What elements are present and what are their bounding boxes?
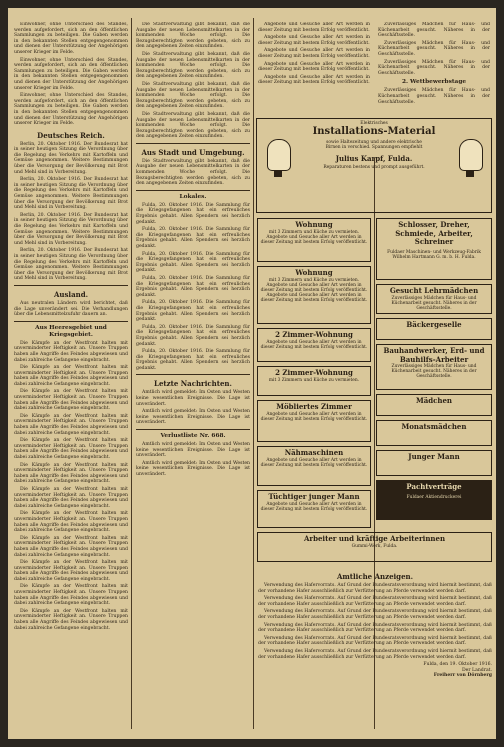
ad-title: Monatsmädchen (401, 422, 467, 431)
article-text: Angebote und Gesuche aller Art werden in dieser Zeitung mit bestem Erfolg veröffentlicht. (258, 22, 370, 33)
ad-text: Angebote und Gesuche aller Art werden in dieser Zeitung mit bestem Erfolg veröffentlicht. (260, 234, 368, 245)
column-divider (253, 18, 254, 729)
naehmaschinen-ad (257, 446, 371, 486)
ad-text: Angebote und Gesuche aller Art werden in dieser Zeitung mit bestem Erfolg veröffentlicht. (260, 282, 368, 293)
ad-company: Gummi-Werk, Fulda. (351, 543, 398, 549)
article-text: Die Kämpfe an der Westfront halten mit unverminderter Heftigkeit an. Unsere Truppen haben alle Angriffe des Feindes abgewiesen und dabei zahlreiche Gefangene eingebracht. (14, 560, 128, 582)
article-text: Angebote und Gesuche aller Art werden in dieser Zeitung mit bestem Erfolg veröffentlicht. (258, 48, 370, 59)
zimmer-ad (257, 328, 371, 362)
ad-text: Angebote und Gesuche aller Art werden in dieser Zeitung mit bestem Erfolg veröffentlicht. (260, 293, 368, 304)
ad-title: Gesucht Lehrmädchen (389, 286, 479, 295)
section-heading: Aus Heeresgebiet und Kriegsgebiet. (35, 324, 107, 338)
section-heading: Lokales. (179, 193, 207, 200)
signature-place: Fulda, den 19. Oktober 1916. (423, 662, 492, 668)
section-heading: Verlustliste Nr. 668. (160, 433, 226, 440)
ad-text: Zuverlässiges Mädchen für Haus- und Küchenarbeit gesucht. Näheres in der Geschäftsstelle. (391, 364, 477, 380)
wohnung-ad (257, 266, 371, 324)
article-text: Zuverlässiges Mädchen für Haus- und Küchenarbeit gesucht. Näheres in der Geschäftsstelle. (378, 59, 490, 76)
newspaper-page (8, 8, 496, 739)
section-heading: Letzte Nachrichten. (154, 379, 232, 389)
article-text: Berlin, 20. Oktober 1916. Der Bundesrat hat in seiner heutigen Sitzung die Verordnung über die Regelung des Verkehrs mit Kartoffeln und Gemüse angenommen. Weitere Bestimmungen über die Versorgung der Bevölkerung mit Brot und Mehl sind in Vorbereitung. (14, 177, 128, 211)
article-text: Verwendung des Hafervorrats. Auf Grund der Bundesratsverordnung wird hiermit bestimmt, daß der vorhandene Hafer ausschließlich zur Verfütterung an Pferde verwendet werden darf. (258, 596, 492, 607)
ad-title: Arbeiter und kräftige Arbeiterinnen (303, 534, 446, 543)
article-text: Verwendung des Hafervorrats. Auf Grund der Bundesratsverordnung wird hiermit bestimmt, daß der vorhandene Hafer ausschließlich zur Verfütterung an Pferde verwendet werden darf. (258, 622, 492, 634)
article-text: Amtlich wird gemeldet: Im Osten und Westen keine wesentlichen Ereignisse. Die Lage ist unverändert. (136, 460, 250, 477)
ad-text: Angebote und Gesuche aller Art werden in dieser Zeitung mit bestem Erfolg veröffentlicht. (260, 457, 368, 468)
section-heading: Ausland. (53, 289, 89, 299)
ad-title: Möbliertes Zimmer (276, 402, 352, 411)
article-text: Die Stadtverwaltung gibt bekannt, daß die Ausgabe der neuen Lebensmittelkarten in der kommenden Woche erfolgt. Die Bezugsberechtigten werden gebeten, sich zu den angegebenen Zeiten einzufinden. (136, 22, 250, 50)
article-text: Die Kämpfe an der Westfront halten mit unverminderter Heftigkeit an. Unsere Truppen haben alle Angriffe des Feindes abgewiesen und dabei zahlreiche Gefangene eingebracht. (14, 413, 128, 436)
ad-title: Schlosser, Dreher, Schmiede, Arbeiter, Schreiner (395, 220, 473, 246)
divider (14, 321, 128, 322)
article-text: Zuverlässiges Mädchen für Haus- und Küchenarbeit gesucht. Näheres in der Geschäftsstelle. (378, 22, 490, 39)
zimmer-ad (257, 366, 371, 396)
article-text: Die Kämpfe an der Westfront halten mit unverminderter Heftigkeit an. Unsere Truppen haben alle Angriffe des Feindes abgewiesen und dabei zahlreiche Gefangene eingebracht. (14, 389, 128, 412)
article-text: Amtlich wird gemeldet: Im Osten und Westen keine wesentlichen Ereignisse. Die Lage ist unverändert. (136, 390, 250, 407)
ad-text: Angebote und Gesuche aller Art werden in dieser Zeitung mit bestem Erfolg veröffentlicht. (260, 501, 368, 512)
section-heading: Deutsches Reich. (37, 130, 105, 140)
article-text: Die Stadtverwaltung gibt bekannt, daß die Ausgabe der neuen Lebensmittelkarten in der kommenden Woche erfolgt. Die Bezugsberechtigten werden gebeten, sich zu den angegebenen Zeiten einzufinden. (136, 158, 250, 187)
schlosser-ad (376, 218, 492, 280)
article-text: Die Kämpfe an der Westfront halten mit unverminderter Heftigkeit an. Unsere Truppen haben alle Angriffe des Feindes abgewiesen und dabei zahlreiche Gefangene eingebracht. (14, 340, 128, 363)
article-text: Die Stadtverwaltung gibt bekannt, daß die Ausgabe der neuen Lebensmittelkarten in der kommenden Woche erfolgt. Die Bezugsberechtigten werden gebeten, sich zu den angegebenen Zeiten einzufinden. (136, 51, 250, 80)
junger-mann-ad (376, 450, 492, 476)
notice-title: 2. Wettbewerbstage (401, 79, 467, 86)
official-notices (258, 568, 492, 728)
ad-title: Bauhandwerker, Erd- und Bauhilfs-Arbeiter (383, 346, 485, 364)
column-four-top (378, 22, 490, 114)
article-text: Fulda, 20. Oktober 1916. Die Sammlung für die Kriegsgefangenen hat ein erfreuliches Ergebnis gehabt. Allen Spendern sei herzlich gedankt. (136, 349, 250, 371)
article-text: Die Kämpfe an der Westfront halten mit unverminderter Heftigkeit an. Unsere Truppen haben alle Angriffe des Feindes abgewiesen und dabei zahlreiche Gefangene eingebracht. (14, 438, 128, 460)
maedchen-ad (376, 394, 492, 416)
article-text: Angebote und Gesuche aller Art werden in dieser Zeitung mit bestem Erfolg veröffentlicht. (258, 61, 370, 73)
ad-header: Elektrisches (360, 121, 388, 126)
article-text: Berlin, 20. Oktober 1916. Der Bundesrat hat in seiner heutigen Sitzung die Verordnung über die Regelung des Verkehrs mit Kartoffeln und Gemüse angenommen. Weitere Bestimmungen über die Versorgung der Bevölkerung mit Brot und Mehl sind in Vorbereitung. (14, 212, 128, 246)
divider (136, 143, 250, 144)
article-text: Die Stadtverwaltung gibt bekannt, daß die Ausgabe der neuen Lebensmittelkarten in der kommenden Woche erfolgt. Die Bezugsberechtigten werden gebeten, sich zu den angegebenen Zeiten einzufinden. (136, 81, 250, 110)
article-text: Berlin, 20. Oktober 1916. Der Bundesrat hat in seiner heutigen Sitzung die Verordnung über die Regelung des Verkehrs mit Kartoffeln und Gemüse angenommen. Weitere Bestimmungen über die Versorgung der Bevölkerung mit Brot und Mehl sind in Vorbereitung. (14, 141, 128, 175)
article-text: Die Kämpfe an der Westfront halten mit unverminderter Heftigkeit an. Unsere Truppen haben alle Angriffe des Feindes abgewiesen und dabei zahlreiche Gefangene eingebracht. (14, 584, 128, 607)
light-bulb-icon (459, 139, 483, 171)
ad-title: Mädchen (415, 396, 453, 405)
article-text: Zuverlässiges Mädchen für Haus- und Küchenarbeit gesucht. Näheres in der Geschäftsstelle. (378, 40, 490, 57)
ad-company: Julius Karpf, Fulda. (335, 153, 413, 163)
article-text: Fulda, 20. Oktober 1916. Die Sammlung für die Kriegsgefangenen hat ein erfreuliches Ergebnis gehabt. Allen Spendern sei herzlich gedankt. (136, 300, 250, 323)
article-text: Fulda, 20. Oktober 1916. Die Sammlung für die Kriegsgefangenen hat ein erfreuliches Ergebnis gehabt. Allen Spendern sei herzlich gedankt. (136, 275, 250, 298)
article-text: Die Kämpfe an der Westfront halten mit unverminderter Heftigkeit an. Unsere Truppen haben alle Angriffe des Feindes abgewiesen und dabei zahlreiche Gefangene eingebracht. (14, 462, 128, 485)
article-text: Fulda, 20. Oktober 1916. Die Sammlung für die Kriegsgefangenen hat ein erfreuliches Ergebnis gehabt. Allen Spendern sei herzlich gedankt. (136, 324, 250, 347)
arbeiter-ad (257, 532, 492, 562)
light-bulb-icon (267, 139, 291, 171)
ad-title: Tüchtiger junger Mann (268, 492, 360, 501)
divider (136, 190, 250, 191)
article-text: Aus neutralen Ländern wird berichtet, daß die Lage unverändert sei. Die Verhandlungen über die Lebensmittelzufuhr dauern an. (14, 300, 128, 318)
pachtvertraege-ad (376, 480, 492, 520)
ad-title: Nähmaschinen (284, 448, 344, 457)
article-text: Verwendung des Hafervorrats. Auf Grund der Bundesratsverordnung wird hiermit bestimmt, daß der vorhandene Hafer ausschließlich zur Verfütterung an Pferde verwendet werden darf. (258, 583, 492, 594)
baecker-ad (376, 318, 492, 340)
ad-text: Zuverlässiges Mädchen für Haus- und Küchenarbeit gesucht. Näheres in der Geschäftsstelle. (391, 295, 477, 311)
ad-line: Birnen in verschied. Spannungen empfiehlt (325, 145, 423, 151)
article-text: Die Stadtverwaltung gibt bekannt, daß die Ausgabe der neuen Lebensmittelkarten in der kommenden Woche erfolgt. Die Bezugsberechtigten werden gebeten, sich zu den angegebenen Zeiten einzufinden. (136, 111, 250, 140)
article-text: Die Kämpfe an der Westfront halten mit unverminderter Heftigkeit an. Unsere Truppen haben alle Angriffe des Feindes abgewiesen und dabei zahlreiche Gefangene eingebracht. (14, 608, 128, 631)
article-text: Fulda, 20. Oktober 1916. Die Sammlung für die Kriegsgefangenen hat ein erfreuliches Ergebnis gehabt. Allen Spendern sei herzlich gedankt. (136, 202, 250, 225)
ad-text: mit 3 Zimmern und Küche zu vermieten. (268, 377, 360, 383)
ad-title: Installations-Material (312, 126, 436, 138)
ad-text: Angebote und Gesuche aller Art werden in dieser Zeitung mit bestem Erfolg veröffentlicht. (260, 411, 368, 422)
article-text: Zuverlässiges Mädchen für Haus- und Küchenarbeit gesucht. Näheres in der Geschäftsstelle. (378, 88, 490, 105)
ad-title: Wohnung (295, 268, 333, 277)
ad-line: sowie Haltezeitung und andere elektrische (326, 140, 422, 146)
electrical-ad (256, 118, 492, 213)
bauhandwerker-ad (376, 344, 492, 390)
article-text: Einwohner, ohne Unterschied des Standes, werden aufgefordert, sich an den öffentlichen Sammlungen zu beteiligen. Die Gaben werden in den bekannten Stellen entgegengenommen und dienen der Unterstützung der Angehörigen unserer Krieger im Felde. (14, 93, 128, 127)
divider (14, 285, 128, 286)
section-heading: Amtliche Anzeigen. (336, 572, 414, 581)
ad-text: Angebote und Gesuche aller Art werden in dieser Zeitung mit bestem Erfolg veröffentlicht. (260, 339, 368, 350)
ad-footer: Reparaturen bestens und prompt ausgeführt. (323, 165, 425, 171)
monatsmaedchen-ad (376, 420, 492, 446)
divider (136, 374, 250, 375)
article-text: Angebote und Gesuche aller Art werden in dieser Zeitung mit bestem Erfolg veröffentlicht. (258, 74, 370, 86)
moebliert-ad (257, 400, 371, 442)
article-text: Verwendung des Hafervorrats. Auf Grund der Bundesratsverordnung wird hiermit bestimmt, daß der vorhandene Hafer ausschließlich zur Verfütterung an Pferde verwendet werden darf. (258, 635, 492, 647)
article-text: Die Kämpfe an der Westfront halten mit unverminderter Heftigkeit an. Unsere Truppen haben alle Angriffe des Feindes abgewiesen und dabei zahlreiche Gefangene eingebracht. (14, 535, 128, 558)
column-divider (131, 18, 132, 729)
signature-office: Der Landrat. (462, 667, 492, 673)
article-text: Einwohner, ohne Unterschied des Standes, werden aufgefordert, sich an den öffentlichen Sammlungen zu beteiligen. Die Gaben werden in den bekannten Stellen entgegengenommen und dienen der Unterstützung der Angehörigen unserer Krieger im Felde. (14, 22, 128, 55)
lehrmaedchen-ad (376, 284, 492, 314)
article-text: Verwendung des Hafervorrats. Auf Grund der Bundesratsverordnung wird hiermit bestimmt, daß der vorhandene Hafer ausschließlich zur Verfütterung an Pferde verwendet werden darf. (258, 609, 492, 620)
section-heading: Aus Stadt und Umgebung. (141, 147, 245, 157)
ad-text: mit 3 Zimmern und Küche zu vermieten. (268, 229, 360, 235)
ad-title: Junger Mann (408, 452, 460, 461)
article-text: Amtlich wird gemeldet: Im Osten und Westen keine wesentlichen Ereignisse. Die Lage ist unverändert. (136, 442, 250, 459)
article-text: Angebote und Gesuche aller Art werden in dieser Zeitung mit bestem Erfolg veröffentlicht. (258, 35, 370, 46)
article-text: Die Kämpfe an der Westfront halten mit unverminderter Heftigkeit an. Unsere Truppen haben alle Angriffe des Feindes abgewiesen und dabei zahlreiche Gefangene eingebracht. (14, 511, 128, 534)
wohnung-ad (257, 218, 371, 262)
column-one (14, 22, 128, 734)
ad-title: Bäckergeselle (406, 320, 462, 329)
article-text: Einwohner, ohne Unterschied des Standes, werden aufgefordert, sich an den öffentlichen Sammlungen zu beteiligen. Die Gaben werden in den bekannten Stellen entgegengenommen und dienen der Unterstützung der Angehörigen unserer Krieger im Felde. (14, 57, 128, 91)
junger-mann-ad (257, 490, 371, 528)
article-text: Amtlich wird gemeldet: Im Osten und Westen keine wesentlichen Ereignisse. Die Lage ist unverändert. (136, 409, 250, 426)
article-text: Die Kämpfe an der Westfront halten mit unverminderter Heftigkeit an. Unsere Truppen haben alle Angriffe des Feindes abgewiesen und dabei zahlreiche Gefangene eingebracht. (14, 365, 128, 387)
article-text: Verwendung des Hafervorrats. Auf Grund der Bundesratsverordnung wird hiermit bestimmt, daß der vorhandene Hafer ausschließlich zur Verfütterung an Pferde verwendet werden darf. (258, 648, 492, 660)
ad-title: Wohnung (295, 220, 333, 229)
article-text: Fulda, 20. Oktober 1916. Die Sammlung für die Kriegsgefangenen hat ein erfreuliches Ergebnis gehabt. Allen Spendern sei herzlich gedankt. (136, 251, 250, 274)
article-text: Fulda, 20. Oktober 1916. Die Sammlung für die Kriegsgefangenen hat ein erfreuliches Ergebnis gehabt. Allen Spendern sei herzlich gedankt. (136, 227, 250, 249)
ad-title: 2 Zimmer-Wohnung (275, 330, 353, 339)
ad-title: 2 Zimmer-Wohnung (275, 368, 353, 377)
ad-text: mit 3 Zimmern und Küche zu vermieten. (268, 277, 360, 283)
article-text: Berlin, 20. Oktober 1916. Der Bundesrat hat in seiner heutigen Sitzung die Verordnung über die Regelung des Verkehrs mit Kartoffeln und Gemüse angenommen. Weitere Bestimmungen über die Versorgung der Bevölkerung mit Brot und Mehl sind in Vorbereitung. (14, 248, 128, 282)
ad-title: Pachtverträge (406, 482, 462, 491)
divider (136, 429, 250, 430)
signature-name: Freiherr von Dörnberg (433, 673, 492, 679)
column-two (136, 22, 250, 734)
article-text: Die Kämpfe an der Westfront halten mit unverminderter Heftigkeit an. Unsere Truppen haben alle Angriffe des Feindes abgewiesen und dabei zahlreiche Gefangene eingebracht. (14, 486, 128, 509)
column-three-top (258, 22, 370, 114)
ad-company: Fuldaer Maschinen- und Werkzeug-Fabrik Wilhelm Hartmann G. m. b. H. Fulda. (387, 249, 481, 260)
ad-company: Fuldaer Aktiendruckerei (406, 494, 462, 500)
